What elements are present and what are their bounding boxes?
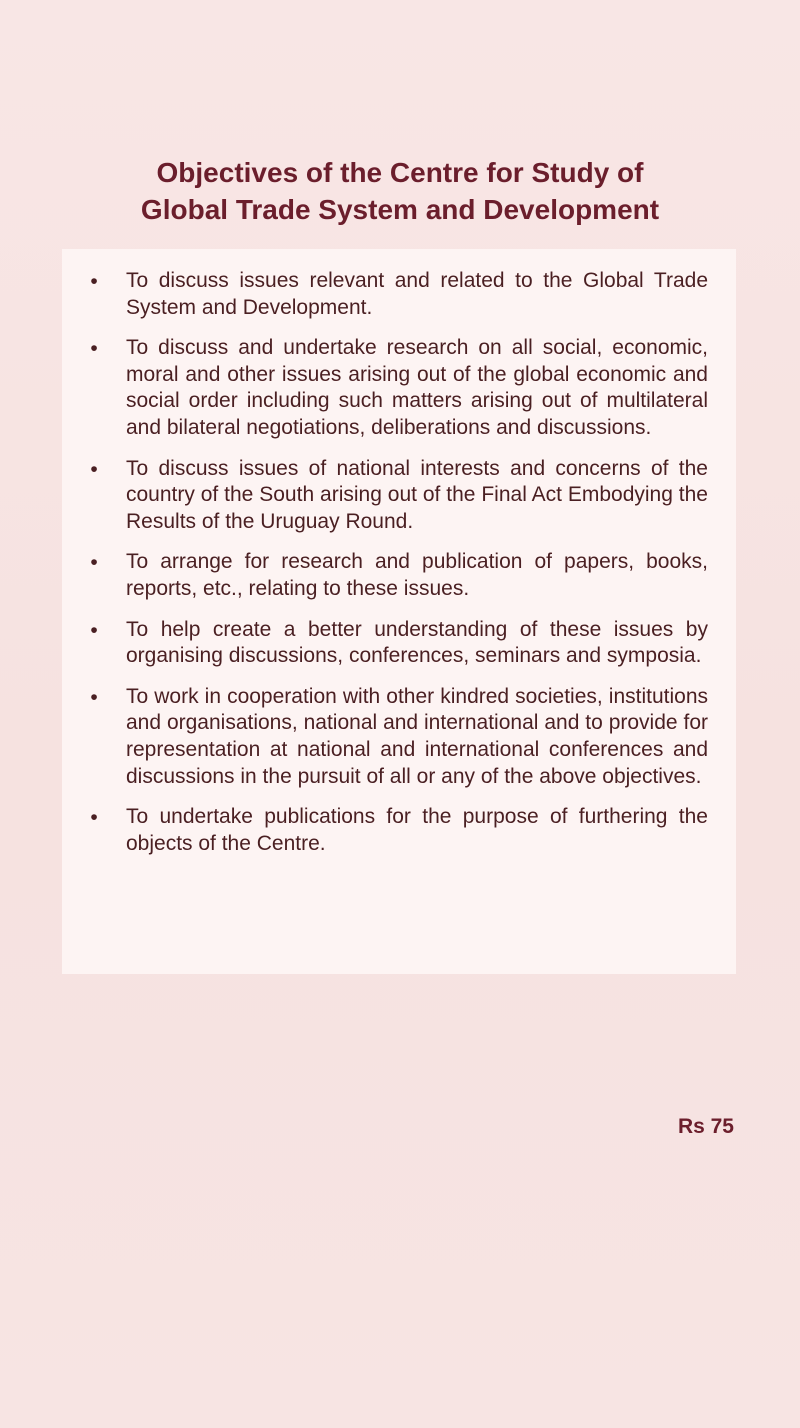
objective-text: To discuss and undertake research on all social, economic, moral and other issues arising out of the global economic and social order including such matters arising out of multilateral and bilateral negotiations, deliberations and discussions. <box>126 336 708 439</box>
list-item <box>0 684 708 790</box>
list-item <box>0 456 708 536</box>
objective-text: To arrange for research and publication of papers, books, reports, etc., relating to these issues. <box>126 550 708 600</box>
bullet-icon: • <box>90 685 98 709</box>
bullet-icon: • <box>90 457 98 481</box>
list-item <box>0 268 708 321</box>
objective-text: To undertake publications for the purpose of furthering the objects of the Centre. <box>126 805 708 855</box>
bullet-icon: • <box>90 618 98 642</box>
bullet-icon: • <box>90 551 98 575</box>
objectives-list <box>0 268 800 871</box>
list-item <box>0 549 708 602</box>
bullet-icon: • <box>90 270 98 293</box>
objective-text: To help create a better understanding of these issues by organising discussions, conferences, seminars and symposia. <box>126 617 708 668</box>
title-line-2: Global Trade System and Development <box>140 194 660 225</box>
list-item <box>0 617 708 670</box>
bullet-icon: • <box>90 337 98 361</box>
list-item <box>0 335 708 441</box>
price-label: Rs 75 <box>677 1115 734 1138</box>
page-title <box>0 154 800 228</box>
list-item <box>0 804 708 857</box>
title-line-1: Objectives of the Centre for Study of <box>156 157 644 188</box>
objective-text: To discuss issues of national interests and concerns of the country of the South arising out of the Final Act Embodying the Results of the Uruguay Round. <box>126 456 708 533</box>
bullet-icon: • <box>90 806 98 830</box>
objective-text: To discuss issues relevant and related to the Global Trade System and Development. <box>126 269 708 319</box>
objective-text: To work in cooperation with other kindred societies, institutions and organisations, national and international and to provide for representation at national and international conferences and discussions in the pursuit of all or any of the above objectives. <box>126 684 708 788</box>
